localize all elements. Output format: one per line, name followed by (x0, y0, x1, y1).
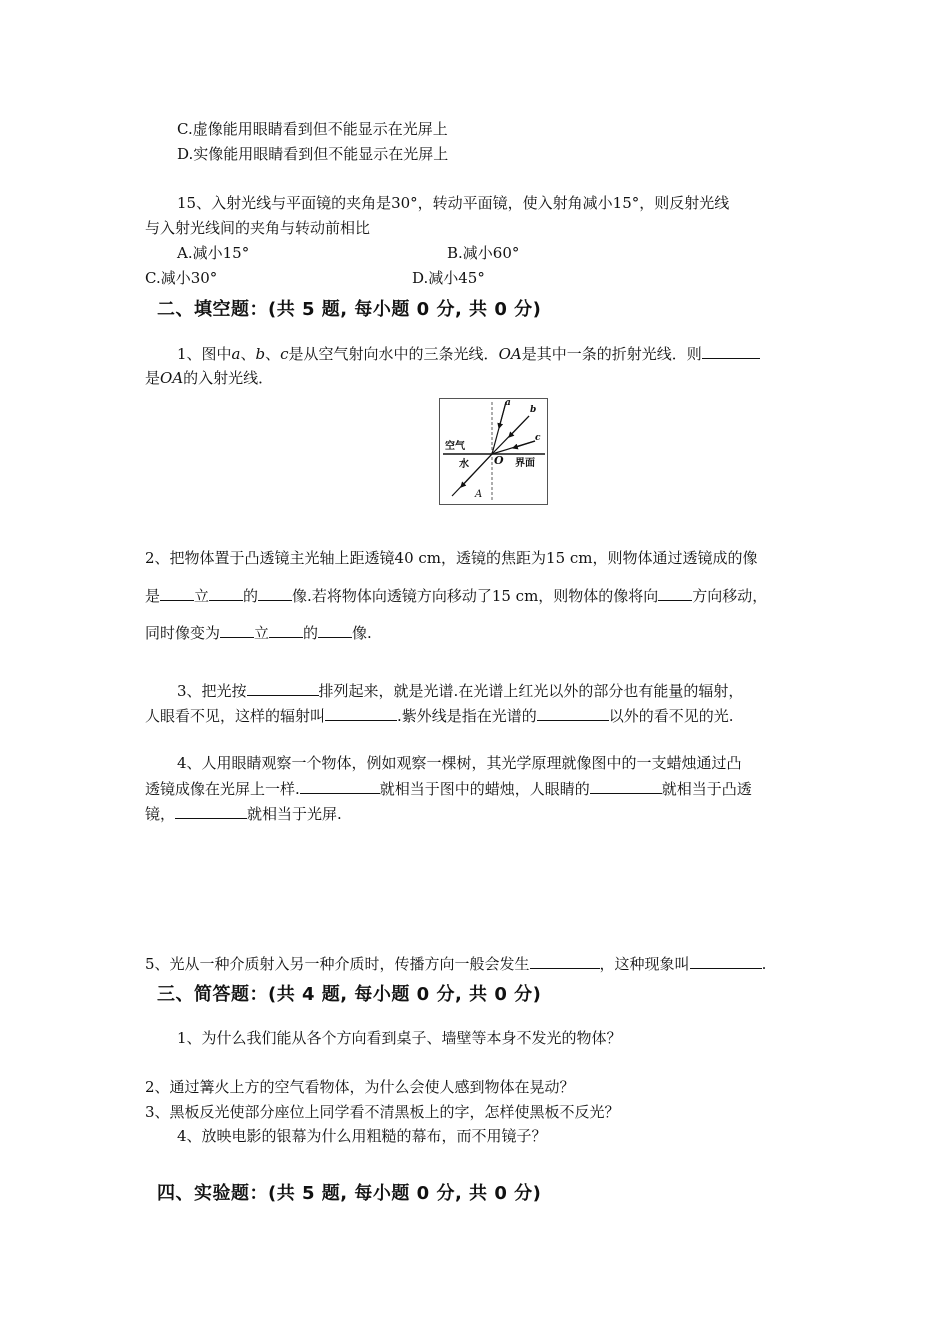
answer-blank[interactable] (658, 585, 692, 601)
fill-q4-text: 就相当于光屏. (247, 805, 342, 823)
fill-q5-text: ，这种现象叫 (599, 955, 690, 973)
answer-blank[interactable] (209, 585, 243, 601)
fill-q2-text: 像.若将物体向透镜方向移动了15 cm，则物体的像将向 (292, 587, 659, 605)
section-heading-short-answer: 三、简答题：(共 4 题, 每小题 0 分, 共 0 分) (157, 984, 542, 1005)
short-answer-q4: 4、放映电影的银幕为什么用粗糙的幕布，而不用镜子？ (177, 1127, 547, 1145)
answer-blank[interactable] (590, 778, 662, 794)
answer-blank[interactable] (160, 585, 194, 601)
answer-blank[interactable] (300, 778, 380, 794)
fill-q1-line2 (145, 368, 273, 388)
q15-stem-line2: 与入射光线间的夹角与转动前相比 (145, 219, 371, 237)
fill-q2-text: 立 (254, 624, 270, 642)
fill-q1-ray-b: b (255, 345, 266, 363)
label-ray-b: b (530, 405, 537, 415)
fill-q3-line1 (177, 680, 743, 701)
label-point-a: A (475, 489, 483, 500)
label-o: O (494, 454, 504, 467)
fill-q1-oa: OA (160, 369, 184, 387)
fill-q3-text: .紫外线是指在光谱的 (397, 707, 537, 725)
fill-q1-text: 是 (145, 369, 161, 387)
answer-blank[interactable] (269, 622, 303, 638)
fill-q1-text: 是从空气射向水中的三条光线． (288, 345, 499, 363)
fill-q3-text: 3、把光按 (177, 682, 247, 700)
answer-blank[interactable] (325, 705, 397, 721)
answer-blank[interactable] (702, 343, 760, 359)
fill-q4-line2 (145, 778, 752, 799)
fill-q4-text: 透镜成像在光屏上一样. (145, 780, 300, 798)
fill-q4-text: 就相当于图中的蜡烛，人眼睛的 (379, 780, 590, 798)
fill-q5-text: 5、光从一种介质射入另一种介质时，传播方向一般会发生 (145, 955, 530, 973)
fill-q2-text: 立 (194, 587, 210, 605)
refraction-diagram (439, 398, 548, 505)
label-interface: 界面 (515, 458, 535, 469)
answer-blank[interactable] (530, 953, 600, 969)
q15-option-a: A.减小15° (177, 244, 250, 262)
q15-option-c: C.减小30° (145, 269, 218, 287)
q15-option-d: D.减小45° (412, 269, 485, 287)
fill-q1-line1 (177, 343, 760, 364)
q15-stem-line1: 15、入射光线与平面镜的夹角是30°，转动平面镜，使入射角减小15°，则反射光线 (177, 194, 730, 212)
fill-q1-oa: OA (498, 345, 522, 363)
answer-blank[interactable] (258, 585, 292, 601)
section-heading-experiment: 四、实验题：(共 5 题, 每小题 0 分, 共 0 分) (157, 1183, 542, 1204)
short-answer-q2: 2、通过篝火上方的空气看物体，为什么会使人感到物体在晃动？ (145, 1078, 575, 1096)
fill-q5-text: . (761, 955, 767, 973)
fill-q2-text: 的 (243, 587, 259, 605)
answer-blank[interactable] (690, 953, 762, 969)
label-ray-c: c (535, 433, 541, 443)
fill-q3-text: 人眼看不见，这样的辐射叫 (145, 707, 326, 725)
label-air: 空气 (445, 441, 465, 452)
answer-blank[interactable] (318, 622, 352, 638)
fill-q2-line3 (145, 622, 372, 643)
answer-blank[interactable] (247, 680, 319, 696)
fill-q2-text: 方向移动， (692, 587, 768, 605)
label-ray-a: a (505, 398, 511, 408)
fill-q2-text: 同时像变为 (145, 624, 221, 642)
fill-q2-text: 是 (145, 587, 161, 605)
fill-q3-text: 排列起来，就是光谱.在光谱上红光以外的部分也有能量的辐射， (318, 682, 744, 700)
q14-option-d: D.实像能用眼睛看到但不能显示在光屏上 (177, 145, 449, 163)
short-answer-q3: 3、黑板反光使部分座位上同学看不清黑板上的字，怎样使黑板不反光？ (145, 1103, 620, 1121)
fill-q4-line1: 4、人用眼睛观察一个物体，例如观察一棵树，其光学原理就像图中的一支蜡烛通过凸 (177, 754, 742, 772)
fill-q1-text: 是其中一条的折射光线．则 (521, 345, 702, 363)
fill-q1-text: 1、图中 (177, 345, 232, 363)
fill-q2-text: 像. (352, 624, 372, 642)
fill-q5-line (145, 953, 766, 974)
answer-blank[interactable] (175, 803, 247, 819)
fill-q4-text: 就相当于凸透 (661, 780, 752, 798)
answer-blank[interactable] (537, 705, 609, 721)
label-water: 水 (459, 459, 469, 470)
fill-q3-text: 以外的看不见的光. (608, 707, 734, 725)
fill-q1-ray-c: c (280, 345, 289, 363)
short-answer-q1: 1、为什么我们能从各个方向看到桌子、墙壁等本身不发光的物体？ (177, 1029, 622, 1047)
fill-q2-line2 (145, 585, 767, 606)
q15-option-b: B.减小60° (447, 244, 520, 262)
fill-q1-ray-a: a (231, 345, 241, 363)
fill-q2-line1: 2、把物体置于凸透镜主光轴上距透镜40 cm，透镜的焦距为15 cm，则物体通过透镜成的像 (145, 549, 758, 567)
fill-q1-sep: 、 (265, 345, 281, 363)
fill-q1-sep: 、 (240, 345, 256, 363)
fill-q1-text: 的入射光线． (183, 369, 274, 387)
fill-q3-line2 (145, 705, 734, 726)
answer-blank[interactable] (220, 622, 254, 638)
fill-q4-text: 镜， (145, 805, 176, 823)
q14-option-c: C.虚像能用眼睛看到但不能显示在光屏上 (177, 120, 448, 138)
section-heading-fill-in: 二、填空题：(共 5 题, 每小题 0 分, 共 0 分) (157, 299, 542, 320)
fill-q2-text: 的 (303, 624, 319, 642)
fill-q4-line3 (145, 803, 342, 824)
